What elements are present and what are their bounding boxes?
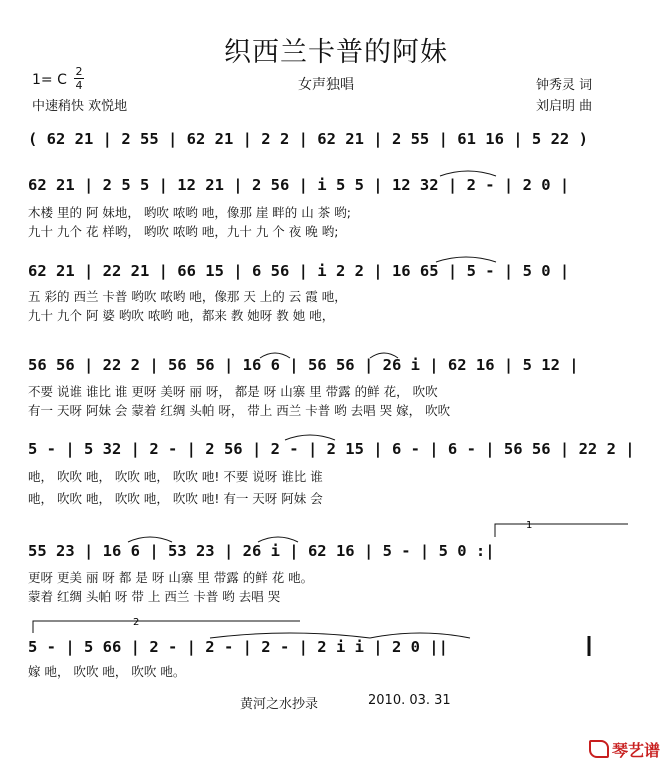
lyric-line-3a: 不要 说谁 谁比 谁 更呀 美呀 丽 呀， 都是 呀 山寨 里 带露 的鲜 花， 吹吹 <box>28 384 438 399</box>
song-title: 织西兰卡普的阿妹 <box>224 37 448 68</box>
lyric-line-1b: 九十 九个 花 样哟， 哟吹 哝哟 吔，九十 九 个 夜 晚 哟; <box>28 224 339 239</box>
volta-bracket-2 <box>33 617 300 633</box>
notation-line-6: 5 - | 5 66 | 2 - | 2 - | 2 - | 2 i i | 2 0 || <box>28 638 448 656</box>
lyric-line-1a: 木楼 里的 阿 妹地， 哟吹 哝哟 吔，像那 崖 畔的 山 茶 哟; <box>28 205 351 220</box>
lyric-line-5a: 更呀 更美 丽 呀 都 是 呀 山寨 里 带露 的鲜 花 吔。 <box>28 570 314 585</box>
time-signature-denominator: 4 <box>75 79 83 92</box>
lyric-line-5b: 蒙着 红绸 头帕 呀 带 上 西兰 卡普 哟 去唱 哭 <box>28 589 281 604</box>
tie <box>210 633 370 638</box>
lyric-line-6a: 嫁 吔， 吹吹 吔， 吹吹 吔。 <box>28 664 186 679</box>
volta-bracket-1 <box>495 520 628 537</box>
notation-line-3: 56 56 | 22 2 | 56 56 | 16 6 | 56 56 | 26 i | 62 16 | 5 12 | <box>28 356 579 374</box>
key-signature: 1= C <box>32 72 67 88</box>
tie <box>440 171 496 176</box>
logo-text: 琴艺谱 <box>611 741 660 760</box>
lyric-line-4b: 吔， 吹吹 吔， 吹吹 吔， 吹吹 吔! 有一 天呀 阿妹 会 <box>28 491 323 506</box>
notation-line-4: 5 - | 5 32 | 2 - | 2 56 | 2 - | 2 15 | 6 - | 6 - | 56 56 | 22 2 | <box>28 440 635 458</box>
lyric-line-2a: 五 彩的 西兰 卡普 哟吹 哝哟 吔，像那 天 上的 云 霞 吔， <box>28 289 347 304</box>
lyric-line-2b: 九十 九个 阿 婆 哟吹 哝哟 吔，都来 教 她呀 教 她 吔， <box>28 308 335 323</box>
composer-credit: 刘启明 曲 <box>536 99 593 114</box>
notation-line-5: 55 23 | 16 6 | 53 23 | 26 i | 62 16 | 5 - | 5 0 :| <box>28 542 495 560</box>
ties <box>128 171 496 638</box>
volta-label-2: 2 <box>133 617 140 628</box>
transcriber-credit: 黄河之水抄录 <box>240 697 319 712</box>
lyric-line-3b: 有一 天呀 阿妹 会 蒙着 红绸 头帕 呀， 带上 西兰 卡普 哟 去唱 哭 嫁， 吹吹 <box>28 403 451 418</box>
volta-label-1: 1 <box>526 520 533 531</box>
notation-line-intro: ( 62 21 | 2 55 | 62 21 | 2 2 | 62 21 | 2 55 | 61 16 | 5 22 ) <box>28 130 588 148</box>
tie <box>370 633 470 638</box>
site-logo <box>589 738 660 761</box>
tie <box>436 257 496 262</box>
tie <box>260 353 290 358</box>
voice-type: 女声独唱 <box>298 77 354 93</box>
notation-line-2: 62 21 | 22 21 | 66 15 | 6 56 | i 2 2 | 16 65 | 5 - | 5 0 | <box>28 262 570 280</box>
transcription-date: 2010. 03. 31 <box>368 693 451 708</box>
tie <box>128 537 172 542</box>
tie <box>370 353 398 358</box>
logo-icon <box>589 740 609 758</box>
tempo-marking: 中速稍快 欢悦地 <box>32 99 128 114</box>
time-signature-numerator: 2 <box>75 65 83 78</box>
lyricist-credit: 钟秀灵 词 <box>536 78 593 93</box>
tie <box>285 435 335 440</box>
notation-line-1: 62 21 | 2 5 5 | 12 21 | 2 56 | i 5 5 | 12 32 | 2 - | 2 0 | <box>28 176 570 194</box>
tie <box>258 537 298 542</box>
lyric-line-4a: 吔， 吹吹 吔， 吹吹 吔， 吹吹 吔! 不要 说呀 谁比 谁 <box>28 469 323 484</box>
